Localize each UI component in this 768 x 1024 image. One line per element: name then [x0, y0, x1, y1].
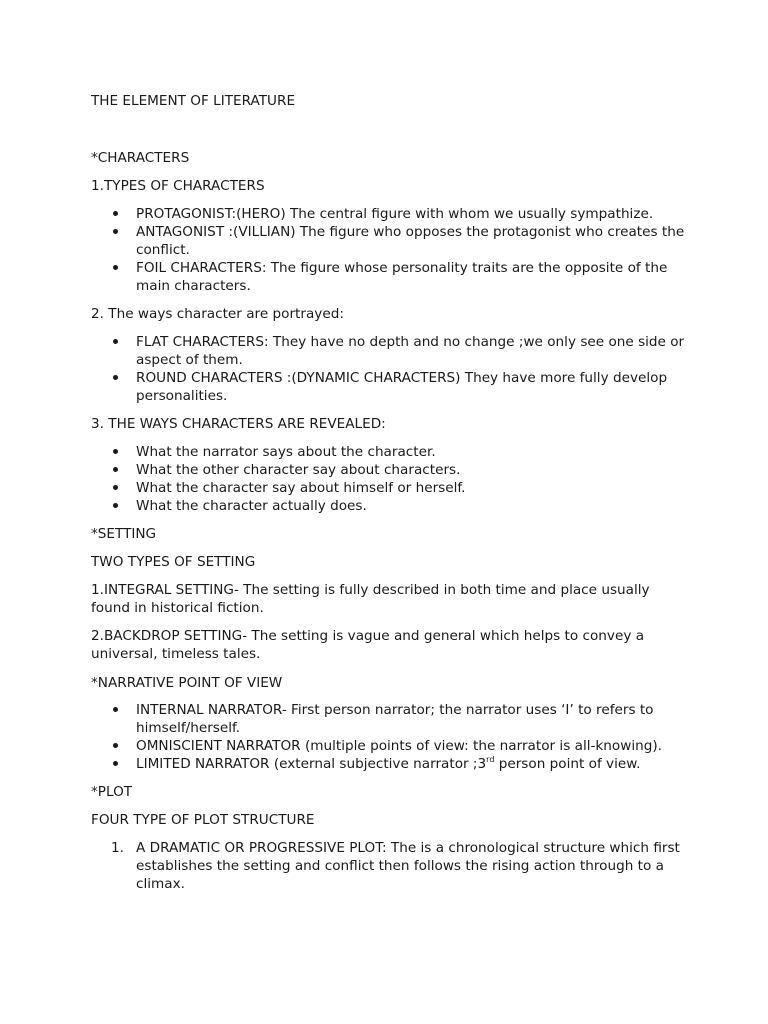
- list-item: What the other character say about characters.: [91, 461, 691, 479]
- subheading-types-of-characters: 1.TYPES OF CHARACTERS: [91, 178, 265, 194]
- section-heading-characters: *CHARACTERS: [91, 150, 190, 166]
- section-heading-setting: *SETTING: [91, 526, 157, 542]
- list-item: FOIL CHARACTERS: The figure whose personality traits are the opposite of the main characters.: [91, 259, 691, 295]
- list-item-text: A DRAMATIC OR PROGRESSIVE PLOT: The is a chronological structure which first establishes the setting and conflict then follows the rising action through to a climax.: [136, 840, 680, 892]
- section-heading-plot: *PLOT: [91, 784, 133, 800]
- list-item: FLAT CHARACTERS: They have no depth and no change ;we only see one side or aspect of them.: [91, 333, 691, 369]
- subheading-characters-revealed: 3. THE WAYS CHARACTERS ARE REVEALED:: [91, 416, 386, 432]
- section-heading-narrative-point-of-view: *NARRATIVE POINT OF VIEW: [91, 675, 283, 691]
- list-item: OMNISCIENT NARRATOR (multiple points of view: the narrator is all-knowing).: [91, 737, 691, 755]
- characters-revealed-list: [91, 443, 691, 515]
- limited-narrator-text-end: person point of view.: [494, 756, 641, 772]
- subheading-character-portrayal: 2. The ways character are portrayed:: [91, 306, 344, 322]
- list-item: What the narrator says about the character.: [91, 443, 691, 461]
- character-portrayal-list: [91, 333, 691, 405]
- paragraph-integral-setting: 1.INTEGRAL SETTING- The setting is fully described in both time and place usually found in historical fiction.: [91, 582, 650, 616]
- limited-narrator-text: LIMITED NARRATOR (external subjective narrator ;3: [136, 756, 487, 772]
- list-item-limited-narrator: [91, 755, 691, 773]
- numbered-list-item: [91, 839, 691, 893]
- list-item: What the character actually does.: [91, 497, 691, 515]
- document-title: THE ELEMENT OF LITERATURE: [91, 93, 296, 109]
- list-number: 1.: [111, 840, 124, 856]
- paragraph-backdrop-setting: 2.BACKDROP SETTING- The setting is vague and general which helps to convey a universal, timeless tales.: [91, 628, 645, 662]
- ordinal-suffix: rd: [486, 755, 495, 764]
- list-item: PROTAGONIST:(HERO) The central figure with whom we usually sympathize.: [91, 205, 691, 223]
- types-of-characters-list: [91, 205, 691, 295]
- plot-structure-list: [91, 839, 691, 893]
- list-item: What the character say about himself or herself.: [91, 479, 691, 497]
- list-item: INTERNAL NARRATOR- First person narrator; the narrator uses ‘I’ to refers to himself/herself.: [91, 701, 691, 737]
- subheading-types-of-setting: TWO TYPES OF SETTING: [91, 554, 256, 570]
- list-item: ANTAGONIST :(VILLIAN) The figure who opposes the protagonist who creates the conflict.: [91, 223, 691, 259]
- list-item: ROUND CHARACTERS :(DYNAMIC CHARACTERS) They have more fully develop personalities.: [91, 369, 691, 405]
- narrative-point-of-view-list: [91, 701, 691, 773]
- subheading-plot-structure: FOUR TYPE OF PLOT STRUCTURE: [91, 812, 315, 828]
